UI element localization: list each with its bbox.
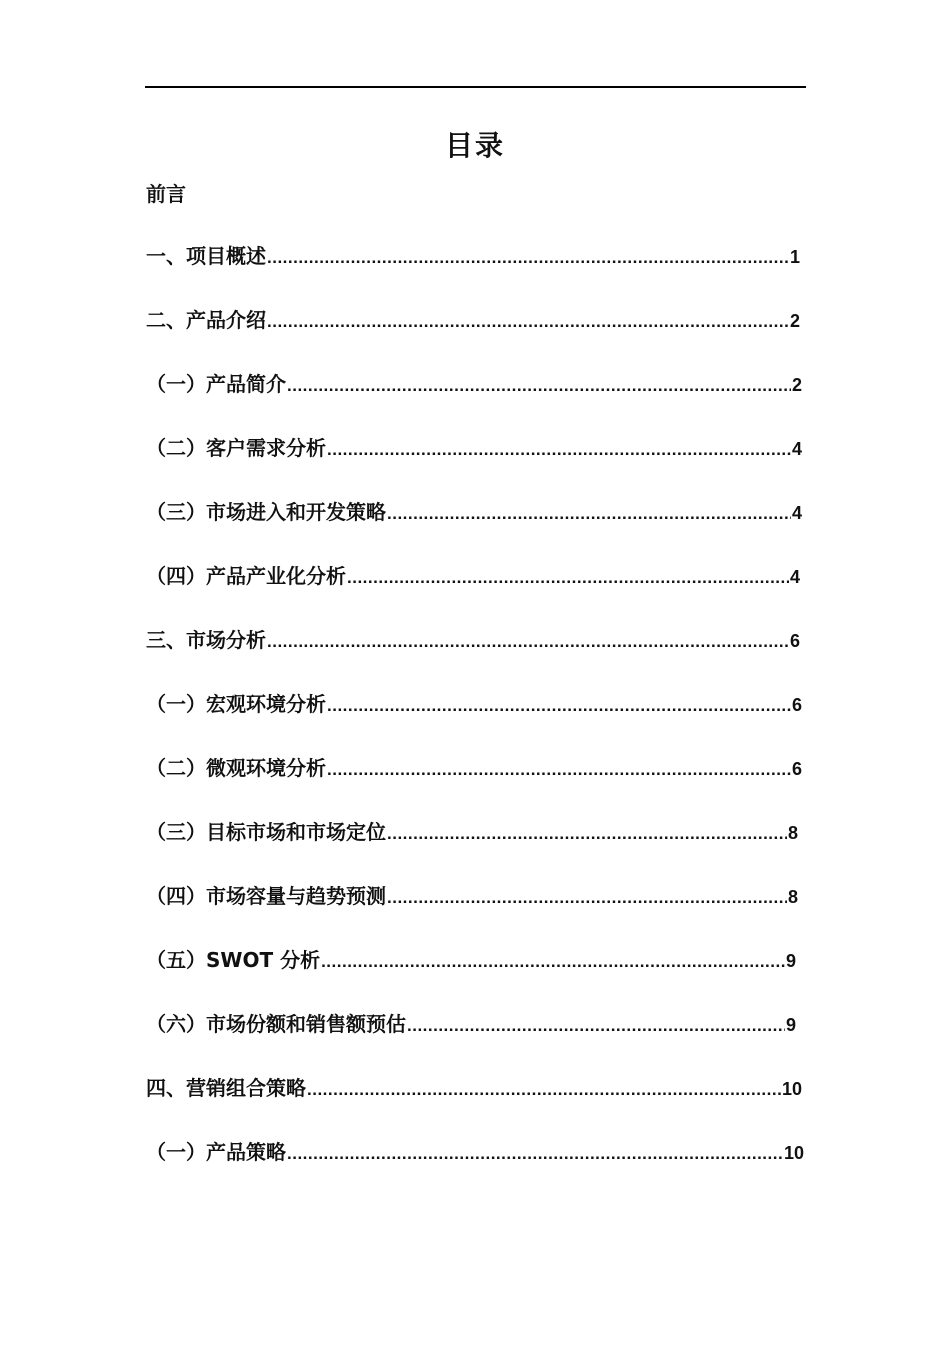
toc-entry-page: 6 [789,631,800,651]
toc-dot-leader [287,1144,783,1164]
toc-entry-label: （四）市场容量与趋势预测 [146,884,386,908]
toc-dot-leader [267,632,789,652]
toc-entry-label: （五）SWOT 分析 [146,948,321,972]
page-title: 目录 [444,129,505,162]
toc-dot-leader [407,1016,785,1036]
toc-entry-label: （一）产品简介 [146,372,286,396]
toc-entry-label: （一）宏观环境分析 [146,692,326,716]
toc-dot-leader [307,1080,781,1100]
toc-dot-leader [327,760,791,780]
toc-entry-label: 三、市场分析 [146,628,266,652]
preface-heading: 前言 [146,182,186,206]
toc-entry-page: 4 [789,567,800,587]
toc-entry[interactable] [146,368,802,398]
toc-dot-leader [321,952,785,972]
toc-dot-leader [347,568,789,588]
toc-entry-page: 4 [791,439,802,459]
toc-entry-label: （一）产品策略 [146,1140,286,1164]
toc-entry[interactable] [146,1136,804,1166]
toc-entry-page: 8 [787,823,798,843]
toc-entry-page: 9 [785,951,796,971]
toc-dot-leader [267,248,789,268]
toc-entry-page: 8 [787,887,798,907]
toc-dot-leader [327,696,791,716]
toc-entry[interactable] [146,624,800,654]
toc-entry-label: 四、营销组合策略 [146,1076,306,1100]
toc-entry-page: 10 [783,1143,804,1163]
toc-entry-page: 10 [781,1079,802,1099]
toc-entry-label: （二）微观环境分析 [146,756,326,780]
toc-entry-page: 2 [791,375,802,395]
toc-entry-label: （六）市场份额和销售额预估 [146,1012,406,1036]
toc-entry-page: 6 [791,759,802,779]
toc-dot-leader [267,312,789,332]
toc-entry-page: 9 [785,1015,796,1035]
toc-entry-label: 一、项目概述 [146,244,266,268]
toc-entry[interactable] [146,304,800,334]
toc-dot-leader [327,440,791,460]
toc-entry-label: （四）产品产业化分析 [146,564,346,588]
toc-entry-page: 1 [789,247,800,267]
header-rule [145,86,806,88]
toc-entry-label: （二）客户需求分析 [146,436,326,460]
toc-entry[interactable] [146,1008,796,1038]
toc-entry[interactable] [146,944,796,974]
toc-entry[interactable] [146,880,798,910]
toc-entry[interactable] [146,1072,802,1102]
toc-entry[interactable] [146,816,798,846]
toc-entry-page: 6 [791,695,802,715]
toc-entry[interactable] [146,496,802,526]
toc-entry-label: 二、产品介绍 [146,308,266,332]
toc-dot-leader [387,824,787,844]
toc-entry-page: 2 [789,311,800,331]
toc-entry-label: （三）目标市场和市场定位 [146,820,386,844]
toc-entry[interactable] [146,240,800,270]
toc-entry-label: （三）市场进入和开发策略 [146,500,386,524]
toc-dot-leader [287,376,791,396]
toc-entry[interactable] [146,688,802,718]
toc-entry-page: 4 [791,503,802,523]
toc-entry[interactable] [146,752,802,782]
toc-dot-leader [387,504,791,524]
toc-entry[interactable] [146,560,800,590]
toc-dot-leader [387,888,787,908]
toc-entry[interactable] [146,432,802,462]
